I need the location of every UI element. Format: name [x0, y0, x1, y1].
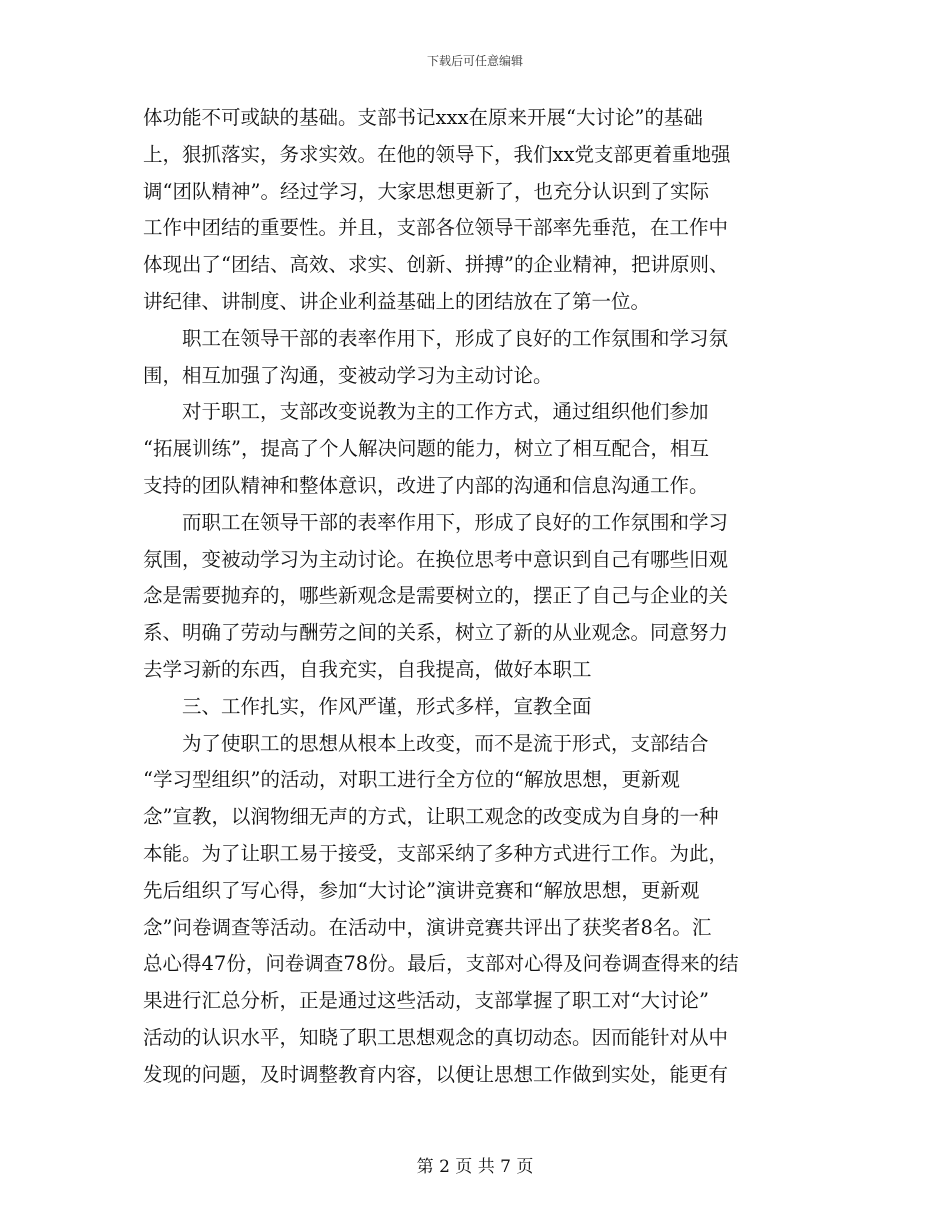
text-line: 支持的团队精神和整体意识，改进了内部的沟通和信息沟通工作。 — [143, 473, 709, 497]
text-line: 工作中团结的重要性。并且，支部各位领导干部率先垂范，在工作中 — [143, 216, 729, 240]
page-footer-number: 第 2 页 共 7 页 — [416, 1157, 534, 1177]
text-line: 发现的问题，及时调整教育内容，以便让思想工作做到实处，能更有 — [143, 1062, 729, 1086]
text-line: 活动的认识水平，知晓了职工思想观念的真切动态。因而能针对从中 — [143, 1025, 729, 1049]
text-line: 围，相互加强了沟通，变被动学习为主动讨论。 — [143, 363, 553, 387]
page-header-note: 下载后可任意编辑 — [426, 54, 523, 68]
text-line: 调“团队精神”。经过学习，大家思想更新了，也充分认识到了实际 — [143, 179, 709, 203]
text-line: 氛围，变被动学习为主动讨论。在换位思考中意识到自己有哪些旧观 — [143, 547, 729, 571]
text-line: 系、明确了劳动与酬劳之间的关系，树立了新的从业观念。同意努力 — [143, 621, 729, 645]
text-line: 果进行汇总分析，正是通过这些活动，支部掌握了职工对“大讨论” — [143, 989, 709, 1013]
document-body — [143, 100, 813, 1094]
text-line: 本能。为了让职工易于接受，支部采纳了多种方式进行工作。为此， — [143, 841, 729, 865]
text-line: “学习型组织”的活动，对职工进行全方位的“解放思想，更新观 — [143, 768, 680, 792]
text-line: “拓展训练”，提高了个人解决问题的能力，树立了相互配合，相互 — [143, 437, 709, 461]
text-line: 念是需要抛弃的，哪些新观念是需要树立的，摆正了自己与企业的关 — [143, 584, 729, 608]
text-line: 对于职工，支部改变说教为主的工作方式，通过组织他们参加 — [143, 400, 709, 424]
text-line: 念”宣教，以润物细无声的方式，让职工观念的改变成为自身的一种 — [143, 805, 719, 829]
text-line: 职工在领导干部的表率作用下，形成了良好的工作氛围和学习氛 — [143, 326, 729, 350]
text-line: 而职工在领导干部的表率作用下，形成了良好的工作氛围和学习 — [143, 510, 729, 534]
text-line: 去学习新的东西，自我充实，自我提高，做好本职工 — [143, 657, 592, 681]
text-line: 念”问卷调查等活动。在活动中，演讲竞赛共评出了获奖者8名。汇 — [143, 915, 712, 939]
text-line: 先后组织了写心得，参加“大讨论”演讲竞赛和“解放思想，更新观 — [143, 878, 700, 902]
text-line: 体现出了“团结、高效、求实、创新、拼搏”的企业精神，把讲原则、 — [143, 253, 729, 277]
text-line: 为了使职工的思想从根本上改变，而不是流于形式，支部结合 — [143, 731, 709, 755]
text-line: 讲纪律、讲制度、讲企业利益基础上的团结放在了第一位。 — [143, 289, 651, 313]
text-line: 总心得47份，问卷调查78份。最后，支部对心得及问卷调查得来的结 — [143, 952, 739, 976]
text-line: 三、工作扎实，作风严谨，形式多样，宣教全面 — [143, 694, 592, 718]
text-line: 上，狠抓落实，务求实效。在他的领导下，我们xx党支部更着重地强 — [143, 142, 731, 166]
text-line: 体功能不可或缺的基础。支部书记xxx在原来开展“大讨论”的基础 — [143, 106, 703, 129]
